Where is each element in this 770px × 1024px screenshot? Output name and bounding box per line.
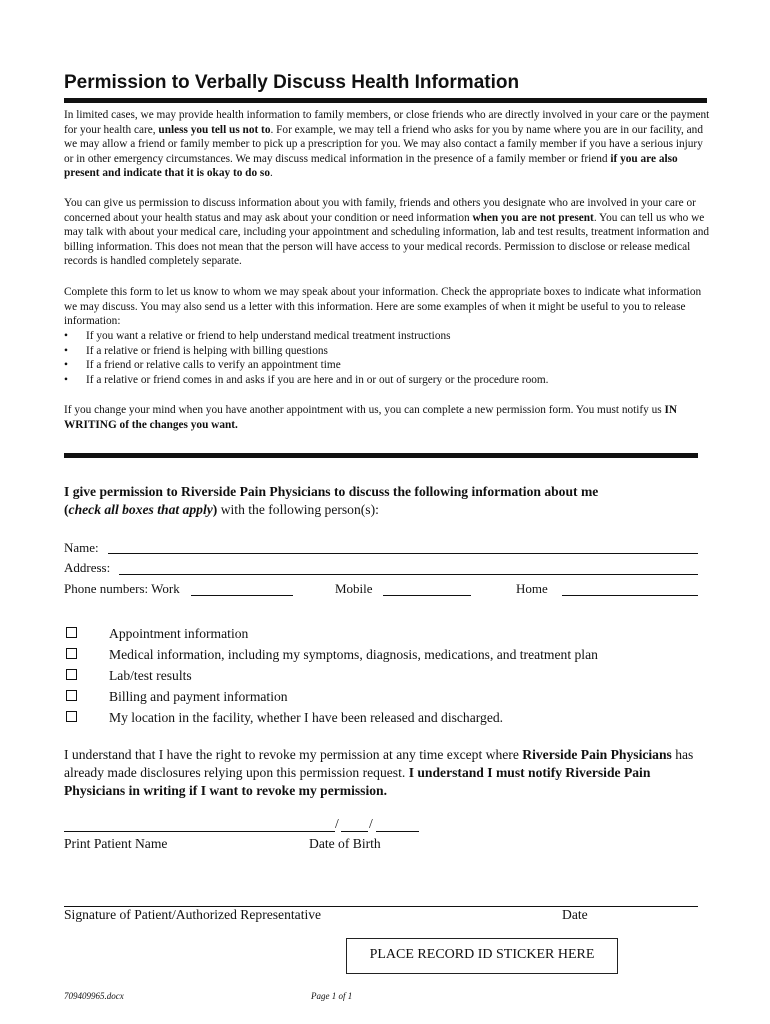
ack-text-a: I understand that I have the right to revoke my permission at any time except where [64,747,523,762]
page-title: Permission to Verbally Discuss Health Information [64,72,520,93]
para1-text-a: In limited cases, we may provide health information to family members, or close friends who are directly involved in your care or the payment for your health care, [64,109,710,136]
name-field[interactable] [108,553,698,554]
list-item: • If a relative or friend is helping with billing questions [64,344,714,359]
dob-label: Date of Birth [309,836,381,851]
record-id-sticker-box: PLACE RECORD ID STICKER HERE [346,938,618,974]
permission-italic: check all boxes that apply [68,502,213,517]
print-name-field[interactable] [64,831,335,832]
checkbox-label: My location in the facility, whether I have been released and discharged. [109,710,504,725]
dob-slash: / [369,816,373,831]
permission-statement [64,483,714,519]
checkbox-label: Appointment information [109,626,249,641]
name-label: Name: [64,540,99,555]
checkbox-label: Lab/test results [109,668,192,683]
intro-paragraph-4 [64,403,714,432]
phone-mobile-label: Mobile [335,581,373,596]
address-field[interactable] [119,574,698,575]
ack-bold-d: I understand I must notify Riverside Pain Physicians in writing if I want to revoke my permission. [64,765,651,798]
para2-text-c: . You can tell us who we may talk with about your medical care, including your appointment and scheduling information, lab and test results, treatment information and billing information. This does not mean that the person will have access to your medical records. Permission to disclose or release medical records is handled completely separate. [64,211,710,268]
checkbox-lab[interactable] [66,669,77,680]
permission-paren-close: ) [212,502,218,517]
para1-text-e: . [269,167,273,180]
para1-bold-d: if you are also present and indicate that it is okay to do so [64,152,678,180]
intro-paragraph-3: Complete this form to let us know to whom we may speak about your information. Check the appropriate boxes to indicate what information we may discuss. You may also send us a letter with this information. Here are some examples of when it might be useful to you to release information: [64,286,702,328]
checkbox-appointment[interactable] [66,627,77,638]
section-divider [64,453,698,458]
revocation-acknowledgement [64,746,704,800]
checkbox-medical[interactable] [66,648,77,659]
intro-paragraph-2 [64,196,714,269]
examples-list [64,329,714,387]
print-name-label: Print Patient Name [64,836,168,851]
checkbox-billing[interactable] [66,690,77,701]
phone-mobile-field[interactable] [383,595,471,596]
footer-page-number: Page 1 of 1 [311,991,353,1001]
signature-label: Signature of Patient/Authorized Representative [64,907,322,922]
dob-year-field[interactable] [376,831,419,832]
ack-bold-b: Riverside Pain Physicians [522,747,672,762]
list-item: • If you want a relative or friend to help understand medical treatment instructions [64,329,714,344]
dob-day-field[interactable] [341,831,368,832]
checkbox-location[interactable] [66,711,77,722]
permission-rest: with the following person(s): [217,502,379,517]
para4-text-a: If you change your mind when you have another appointment with us, you can complete a new permission form. You must notify us [64,404,665,416]
checkbox-label: Medical information, including my symptoms, diagnosis, medications, and treatment plan [109,647,598,662]
dob-slash: / [335,816,339,831]
para1-bold-b: unless you tell us not to [158,123,271,136]
title-rule [64,98,707,103]
phone-home-field[interactable] [562,595,698,596]
para4-bold-b: IN WRITING of the changes you want. [64,404,678,431]
phone-work-field[interactable] [191,595,293,596]
ack-text-c: has already made disclosures relying upon this permission request. [64,747,694,780]
list-item: • If a friend or relative calls to verify an appointment time [64,358,714,373]
permission-line1: I give permission to Riverside Pain Physicians to discuss the following information about me [64,484,599,499]
phone-work-label: Phone numbers: Work [64,581,180,596]
list-item: • If a relative or friend comes in and asks if you are here and in or out of surgery or the procedure room. [64,373,714,388]
para2-text-a: You can give us permission to discuss information about you with family, friends and others you designate who are involved in your care or concerned about your health status and may ask about your condition or need information [64,197,696,224]
footer-filename: 709409965.docx [64,991,124,1001]
permission-paren-open: ( [64,502,69,517]
intro-paragraph-1 [64,108,714,181]
checkbox-label: Billing and payment information [109,689,288,704]
para2-bold-b: when you are not present [472,211,594,224]
phone-home-label: Home [516,581,548,596]
para1-text-c: . For example, we may tell a friend who asks for you by name where you are in our facility, and we may allow a friend or family member to pick up a prescription for you. We may also contact a family member if you have a serious injury or in other emergency circumstances. We may discuss medical information in the presence of a family member or friend [64,123,703,165]
address-label: Address: [64,560,111,575]
date-label: Date [562,907,588,922]
